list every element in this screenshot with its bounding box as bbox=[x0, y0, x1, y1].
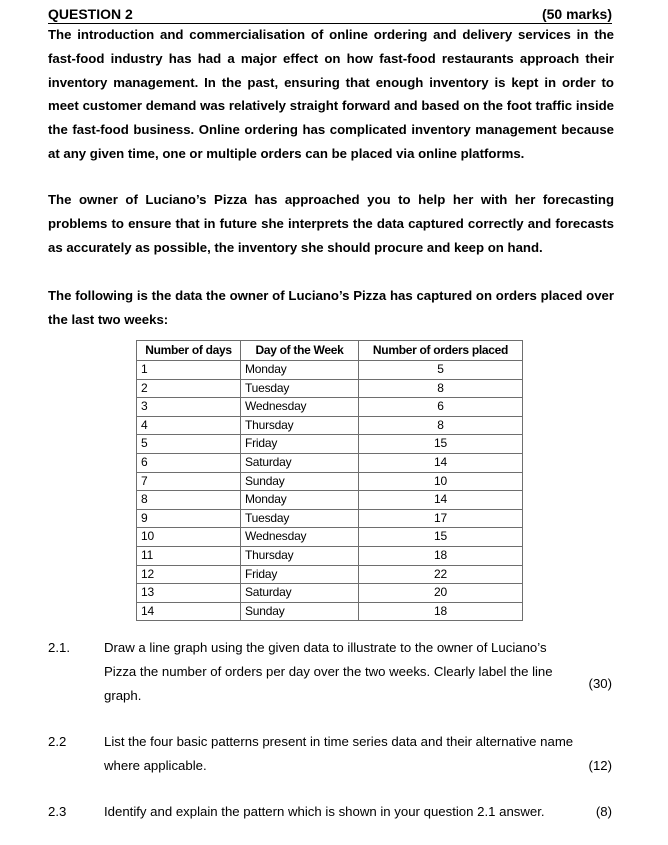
question-text: Identify and explain the pattern which is shown in your question 2.1 answer. bbox=[104, 804, 545, 819]
cell-day-number: 14 bbox=[137, 602, 241, 621]
table-row bbox=[137, 453, 523, 472]
question-header bbox=[48, 6, 612, 24]
table-row bbox=[137, 435, 523, 454]
cell-day-number: 6 bbox=[137, 453, 241, 472]
table-row bbox=[137, 509, 523, 528]
table-row bbox=[137, 584, 523, 603]
cell-day-name: Wednesday bbox=[241, 398, 359, 417]
table-header-row bbox=[137, 341, 523, 361]
cell-day-number: 11 bbox=[137, 546, 241, 565]
cell-day-name: Thursday bbox=[241, 546, 359, 565]
table-row bbox=[137, 528, 523, 547]
header-orders-placed: Number of orders placed bbox=[359, 341, 523, 361]
cell-day-name: Saturday bbox=[241, 584, 359, 603]
cell-orders: 18 bbox=[359, 602, 523, 621]
cell-day-number: 7 bbox=[137, 472, 241, 491]
cell-day-number: 8 bbox=[137, 491, 241, 510]
cell-day-name: Tuesday bbox=[241, 379, 359, 398]
cell-day-name: Sunday bbox=[241, 472, 359, 491]
cell-orders: 15 bbox=[359, 435, 523, 454]
cell-orders: 6 bbox=[359, 398, 523, 417]
intro-paragraph: The introduction and commercialisation of online ordering and delivery services in the fast-food industry has had a major effect on how fast-food restaurants approach their inventory management. In the past, ensuring that enough inventory is kept in order to meet customer demand was relatively straight forward and based on the foot traffic inside the fast-food business. Online ordering has complicated inventory management because at any given time, one or multiple orders can be placed via online platforms. bbox=[48, 27, 614, 161]
question-number: 2.2 bbox=[48, 734, 67, 749]
cell-orders: 22 bbox=[359, 565, 523, 584]
cell-day-number: 2 bbox=[137, 379, 241, 398]
table-row bbox=[137, 416, 523, 435]
question-text: Draw a line graph using the given data to illustrate to the owner of Luciano’s Pizza the number of orders per day over the two weeks. Clearly label the line graph. bbox=[104, 640, 553, 703]
orders-table bbox=[136, 340, 523, 621]
cell-day-number: 4 bbox=[137, 416, 241, 435]
cell-day-number: 9 bbox=[137, 509, 241, 528]
cell-day-number: 1 bbox=[137, 361, 241, 380]
table-row bbox=[137, 602, 523, 621]
cell-day-number: 12 bbox=[137, 565, 241, 584]
owner-paragraph: The owner of Luciano’s Pizza has approached you to help her with her forecasting problems to ensure that in future she interprets the data captured correctly and forecasts as accurately as possible, the inventory she should procure and keep on hand. bbox=[48, 192, 614, 255]
cell-orders: 20 bbox=[359, 584, 523, 603]
cell-day-number: 13 bbox=[137, 584, 241, 603]
table-row bbox=[137, 398, 523, 417]
question-title: QUESTION 2 bbox=[48, 6, 133, 22]
cell-orders: 18 bbox=[359, 546, 523, 565]
table-row bbox=[137, 379, 523, 398]
question-marks: (50 marks) bbox=[541, 6, 612, 22]
question-number: 2.3 bbox=[48, 804, 67, 819]
cell-day-name: Sunday bbox=[241, 602, 359, 621]
table-row bbox=[137, 361, 523, 380]
header-day-of-week: Day of the Week bbox=[241, 341, 359, 361]
cell-day-number: 5 bbox=[137, 435, 241, 454]
cell-day-number: 3 bbox=[137, 398, 241, 417]
cell-orders: 17 bbox=[359, 509, 523, 528]
cell-orders: 14 bbox=[359, 491, 523, 510]
cell-day-number: 10 bbox=[137, 528, 241, 547]
table-row bbox=[137, 546, 523, 565]
table-row bbox=[137, 472, 523, 491]
question-text: List the four basic patterns present in time series data and their alternative name where applicable. bbox=[104, 734, 574, 773]
cell-orders: 10 bbox=[359, 472, 523, 491]
cell-orders: 5 bbox=[359, 361, 523, 380]
table-row bbox=[137, 565, 523, 584]
cell-day-name: Friday bbox=[241, 435, 359, 454]
header-number-of-days: Number of days bbox=[137, 341, 241, 361]
question-number: 2.1. bbox=[48, 640, 70, 655]
cell-day-name: Monday bbox=[241, 361, 359, 380]
cell-day-name: Friday bbox=[241, 565, 359, 584]
question-marks: (8) bbox=[595, 804, 612, 819]
cell-day-name: Wednesday bbox=[241, 528, 359, 547]
question-marks: (12) bbox=[588, 758, 612, 773]
data-intro-paragraph: The following is the data the owner of Luciano’s Pizza has captured on orders placed over the last two weeks: bbox=[48, 288, 614, 327]
cell-day-name: Thursday bbox=[241, 416, 359, 435]
question-marks: (30) bbox=[588, 676, 612, 691]
cell-orders: 8 bbox=[359, 379, 523, 398]
cell-day-name: Monday bbox=[241, 491, 359, 510]
cell-orders: 8 bbox=[359, 416, 523, 435]
table-row bbox=[137, 491, 523, 510]
cell-day-name: Saturday bbox=[241, 453, 359, 472]
cell-day-name: Tuesday bbox=[241, 509, 359, 528]
cell-orders: 15 bbox=[359, 528, 523, 547]
cell-orders: 14 bbox=[359, 453, 523, 472]
